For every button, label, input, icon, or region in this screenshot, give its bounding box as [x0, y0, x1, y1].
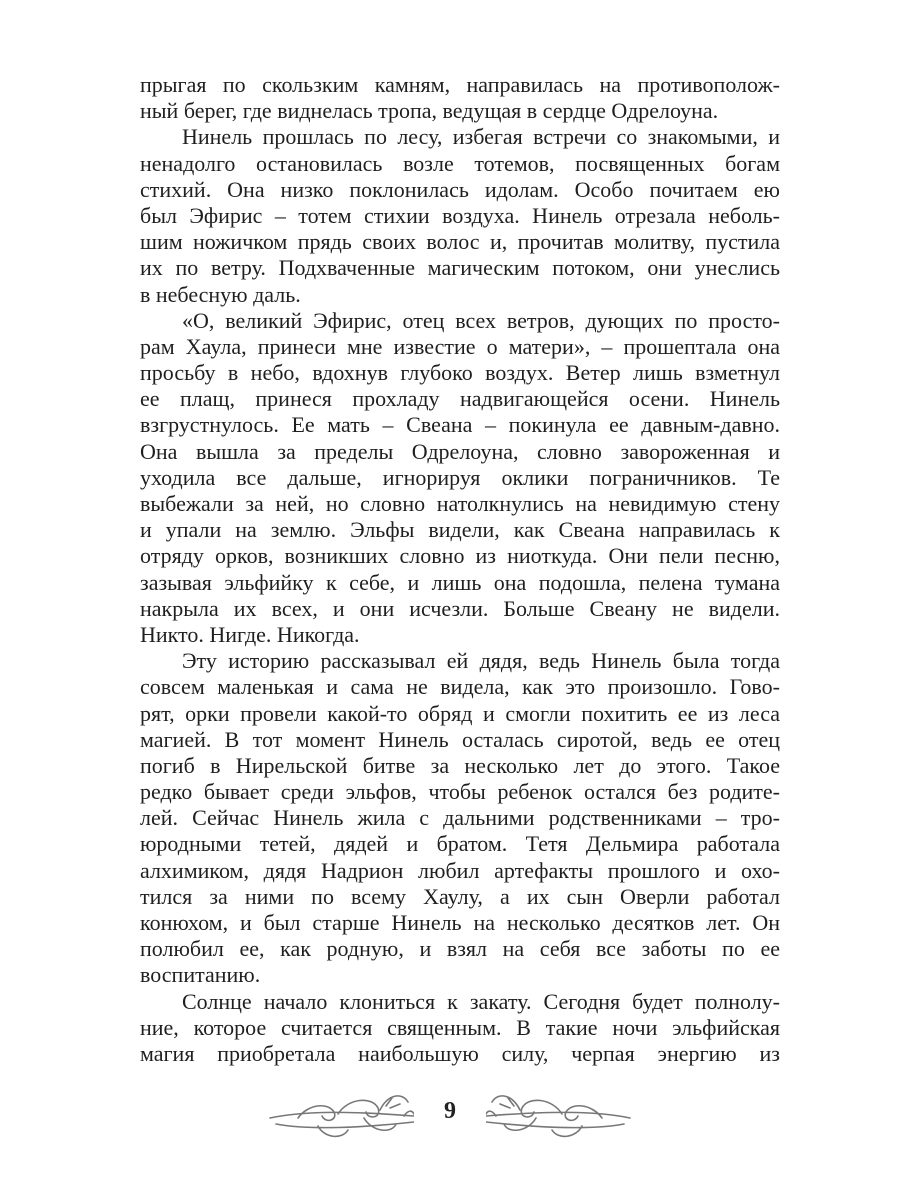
text-line: зазывая эльфийку к себе, и лишь она подошла, пелена тумана [140, 569, 780, 595]
text-line: Никто. Нигде. Никогда. [140, 621, 360, 647]
text-line: рам Хаула, принеси мне известие о матери», – прошептала она [140, 333, 780, 359]
text-line: и упали на землю. Эльфы видели, как Свеана направилась к [140, 517, 780, 543]
text-line: шим ножичком прядь своих волос и, прочитав молитву, пустила [140, 229, 780, 255]
text-line: лей. Сейчас Нинель жила с дальними родственниками – тро- [140, 805, 780, 831]
text-line: совсем маленькая и сама не видела, как это произошло. Гово- [140, 674, 780, 700]
text-line: отряду орков, возникших словно из ниоткуда. Они пели песню, [140, 543, 780, 569]
text-line: «О, великий Эфирис, отец всех ветров, дующих по просто- [182, 307, 780, 333]
page-number: 9 [444, 1098, 456, 1124]
text-line: конюхом, и был старше Нинель на несколько десятков лет. Он [140, 910, 780, 935]
text-line: тился за ними по всему Хаулу, а их сын Оверли работал [140, 883, 780, 909]
text-line: стихий. Она низко поклонилась идолам. Особо почитаем ею [140, 176, 780, 202]
text-line: редко бывает среди эльфов, чтобы ребенок остался без родите- [140, 779, 780, 805]
text-line: Нинель прошлась по лесу, избегая встречи со знакомыми, и [182, 124, 780, 150]
text-line: магией. В тот момент Нинель осталась сиротой, ведь ее отец [140, 726, 780, 752]
text-line: ее плащ, принеся прохладу надвигающейся осени. Нинель [140, 386, 780, 412]
text-line: ный берег, где виднелась тропа, ведущая в сердце Одрелоуна. [140, 98, 719, 124]
text-line: воспитанию. [140, 962, 261, 988]
page-footer [0, 1088, 900, 1158]
text-line: погиб в Нирельской битве за несколько лет до этого. Такое [140, 752, 780, 778]
text-line: Она вышла за пределы Одрелоуна, словно завороженная и [140, 438, 780, 464]
text-line: юродными тетей, дядей и братом. Тетя Дельмира работала [140, 831, 780, 857]
text-line: просьбу в небо, вдохнув глубоко воздух. Ветер лишь взметнул [140, 360, 780, 386]
text-line: магия приобретала наибольшую силу, черпая энергию из [140, 1040, 780, 1066]
text-line: был Эфирис – тотем стихии воздуха. Нинель отрезала неболь- [140, 202, 780, 228]
body-text [140, 72, 780, 1067]
ornate-flourish-icon [268, 1088, 414, 1144]
text-line: полюбил ее, как родную, и взял на себя все заботы по ее [140, 936, 780, 962]
text-line: ние, которое считается священным. В такие ночи эльфийская [140, 1014, 780, 1040]
text-line: в небесную даль. [140, 281, 301, 307]
text-line: взгрустнулось. Ее мать – Свеана – покинула ее давным-давно. [140, 412, 780, 438]
text-line: выбежали за ней, но словно натолкнулись на невидимую стену [140, 491, 780, 516]
text-line: накрыла их всех, и они исчезли. Больше Свеану не видели. [140, 595, 780, 621]
text-line: алхимиком, дядя Надрион любил артефакты прошлого и охо- [140, 857, 780, 883]
text-line: Солнце начало клониться к закату. Сегодня будет полнолу- [182, 988, 780, 1014]
text-line: прыгая по скользким камням, направилась на противополож- [140, 72, 780, 97]
ornate-flourish-icon [486, 1088, 632, 1144]
text-line: Эту историю рассказывал ей дядя, ведь Нинель была тогда [182, 648, 780, 674]
text-line: ненадолго остановилась возле тотемов, посвященных богам [140, 150, 780, 176]
text-line: уходила все дальше, игнорируя оклики пограничников. Те [140, 464, 780, 490]
text-line: рят, орки провели какой-то обряд и смогли похитить ее из леса [140, 700, 780, 726]
text-line: их по ветру. Подхваченные магическим потоком, они унеслись [140, 255, 780, 281]
